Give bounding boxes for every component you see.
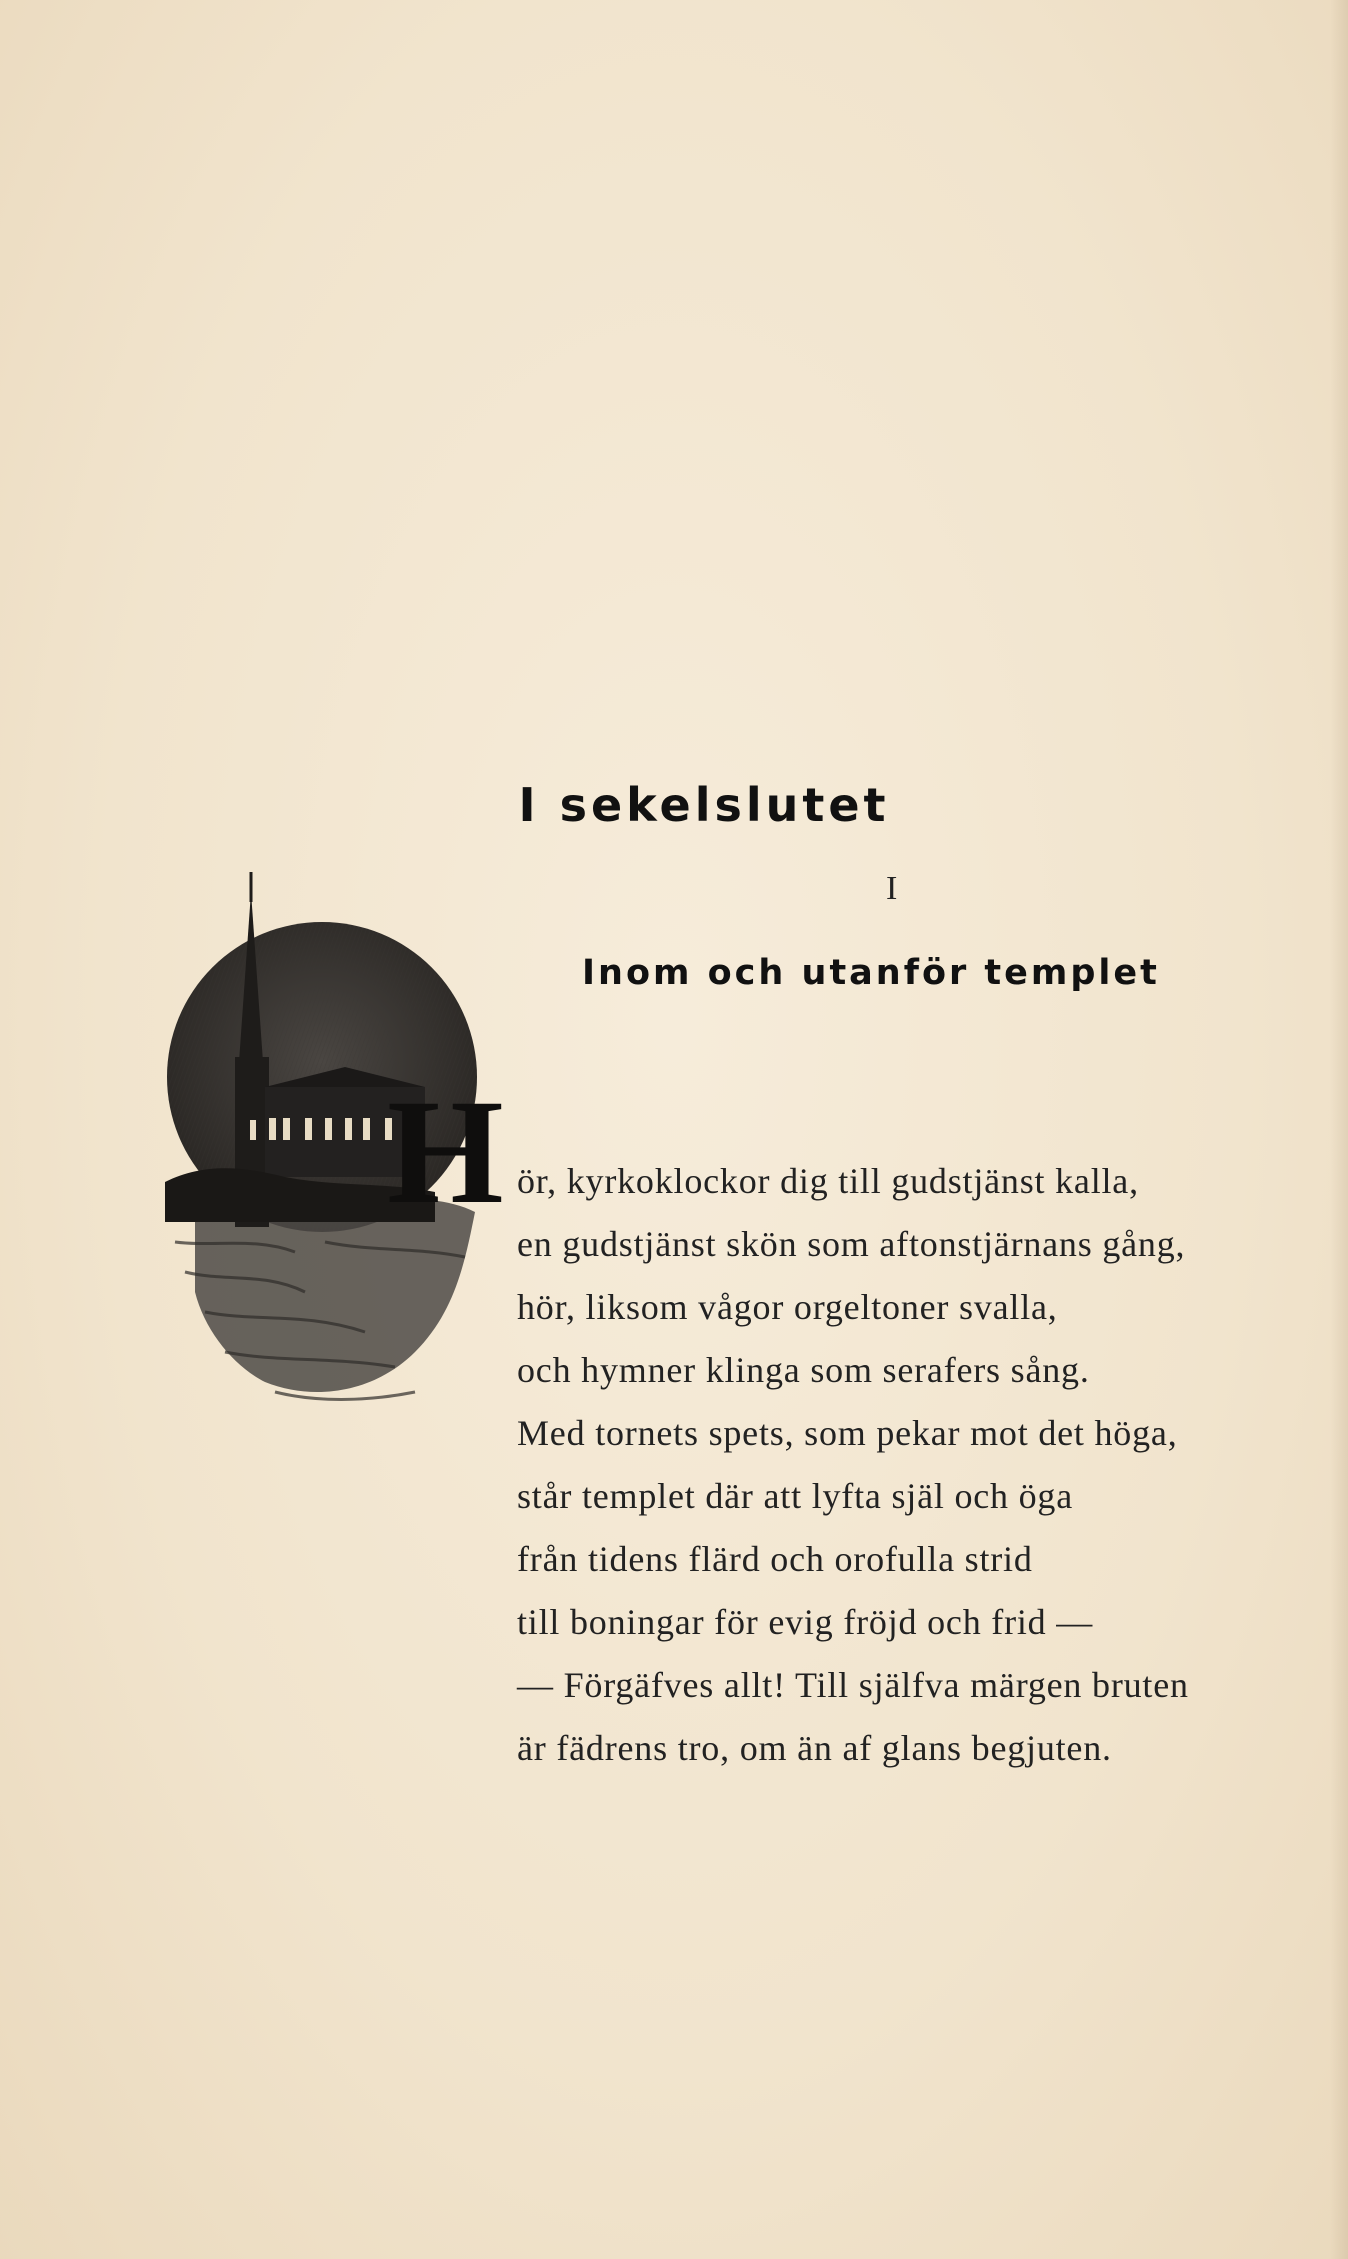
poem-title: I sekelslutet <box>518 778 890 832</box>
section-number: I <box>886 870 898 907</box>
verse-line: — Förgäfves allt! Till själfva märgen bruten <box>517 1665 1189 1705</box>
verse-line: står templet där att lyfta själ och öga <box>517 1476 1074 1516</box>
verse-line: till boningar för evig fröjd och frid — <box>517 1602 1094 1642</box>
verse-line: hör, liksom vågor orgeltoner svalla, <box>517 1287 1058 1327</box>
poem-body <box>517 1150 1189 1780</box>
verse-line: ör, kyrkoklockor dig till gudstjänst kalla, <box>517 1161 1139 1201</box>
poem-subtitle: Inom och utanför templet <box>582 953 1160 993</box>
church-vignette-illustration <box>165 862 505 1462</box>
verse-line: är fädrens tro, om än af glans begjuten. <box>517 1728 1112 1768</box>
verse-line: och hymner klinga som serafers sång. <box>517 1350 1090 1390</box>
verse-line: en gudstjänst skön som aftonstjärnans gång, <box>517 1224 1186 1264</box>
svg-text:H: H <box>387 1069 504 1235</box>
page-edge-shadow <box>1330 0 1348 2259</box>
verse-line: Med tornets spets, som pekar mot det höga, <box>517 1413 1178 1453</box>
drop-cap-letter <box>387 1069 504 1235</box>
verse-line: från tidens flärd och orofulla strid <box>517 1539 1033 1579</box>
